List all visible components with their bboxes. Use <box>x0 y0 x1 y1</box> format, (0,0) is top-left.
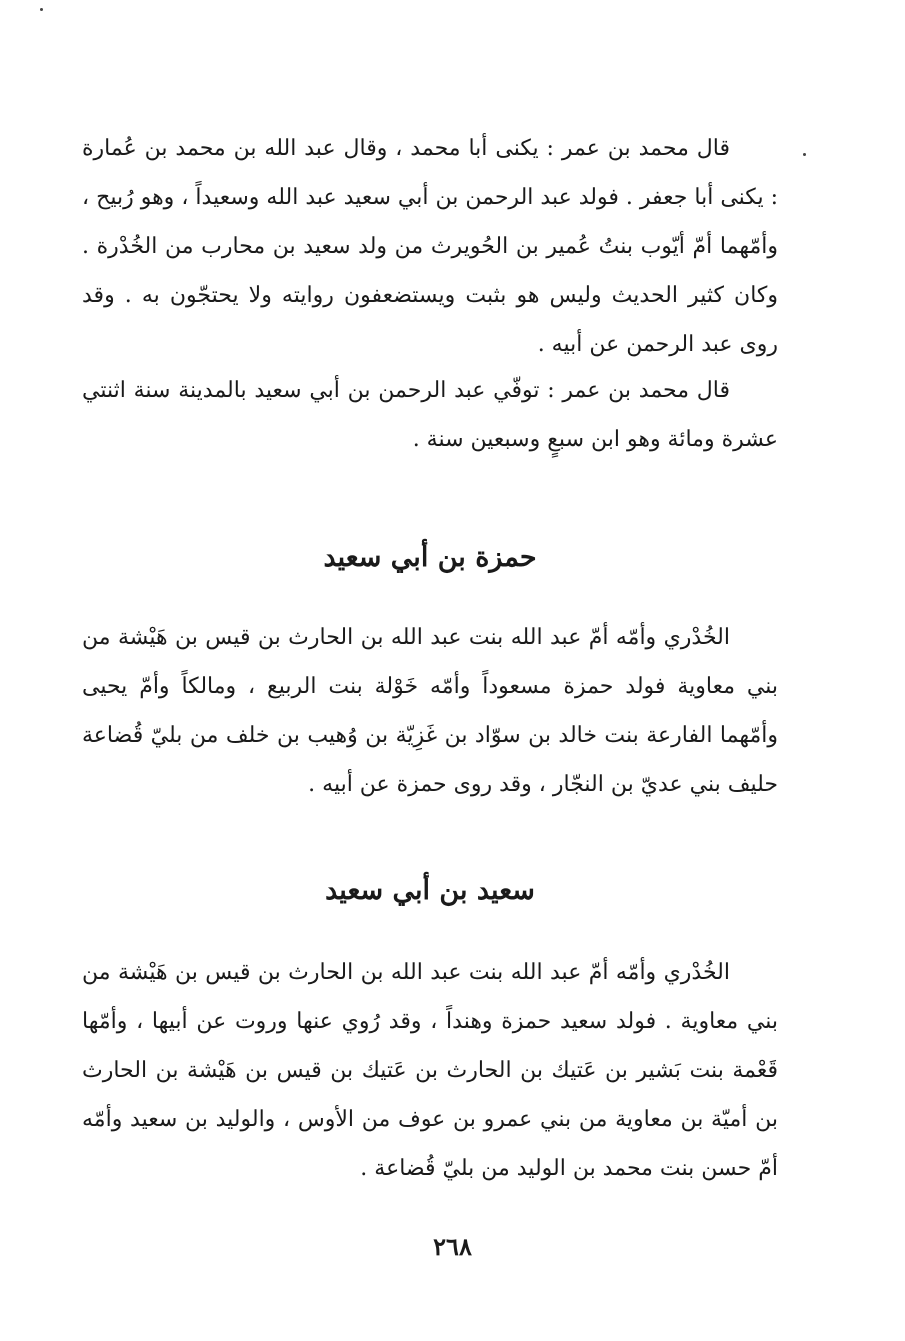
page-number: ٢٦٨ <box>433 1232 472 1261</box>
section-1-text <box>82 124 778 464</box>
scan-mark <box>40 8 43 11</box>
section-2-text <box>82 613 778 809</box>
paragraph: الخُدْري وأمّه أمّ عبد الله بنت عبد الله بن الحارث بن قيس بن هَيْشة من بني معاوية فولد حمزة مسعوداً وأمّه خَوْلة بنت الربيع ، ومالكاً وأمّ يحيى وأمّهما الفارعة بنت خالد بن سوّاد بن غَزِيّة بن وُهيب بن خلف من بليّ قُضاعة حليف بني عديّ بن النجّار ، وقد روى حمزة عن أبيه . <box>82 625 778 797</box>
paragraph: قال محمد بن عمر : توفّي عبد الرحمن بن أبي سعيد بالمدينة سنة اثنتي عشرة ومائة وهو ابن سبعٍ وسبعين سنة . <box>82 378 778 452</box>
section-2-title: حمزة بن أبي سعيد <box>323 542 537 573</box>
section-3-text <box>82 948 778 1193</box>
scan-mark <box>803 153 806 156</box>
section-3-title: سعيد بن أبي سعيد <box>325 875 535 906</box>
paragraph: قال محمد بن عمر : يكنى أبا محمد ، وقال عبد الله بن محمد بن عُمارة : يكنى أبا جعفر . فولد عبد الرحمن بن أبي سعيد عبد الله وسعيداً ، وهو رُبيح ، وأمّهما أمّ أيّوب بنتُ عُمير بن الحُويرث من ولد سعيد بن محارب من الخُدْرة . وكان كثير الحديث وليس هو بثبت ويستضعفون روايته ولا يحتجّون به . وقد روى عبد الرحمن عن أبيه . <box>82 136 778 357</box>
paragraph: الخُدْري وأمّه أمّ عبد الله بنت عبد الله بن الحارث بن قيس بن هَيْشة من بني معاوية . فولد سعيد حمزة وهنداً ، وقد رُوي عنها وروت عن أبيها ، وأمّها قَعْمة بنت بَشير بن عَتيك بن الحارث بن عَتيك بن قيس بن هَيْشة بن الحارث بن أميّة بن معاوية من بني عمرو بن عوف من الأوس ، والوليد بن سعيد وأمّه أمّ حسن بنت محمد بن الوليد من بليّ قُضاعة . <box>82 960 778 1181</box>
